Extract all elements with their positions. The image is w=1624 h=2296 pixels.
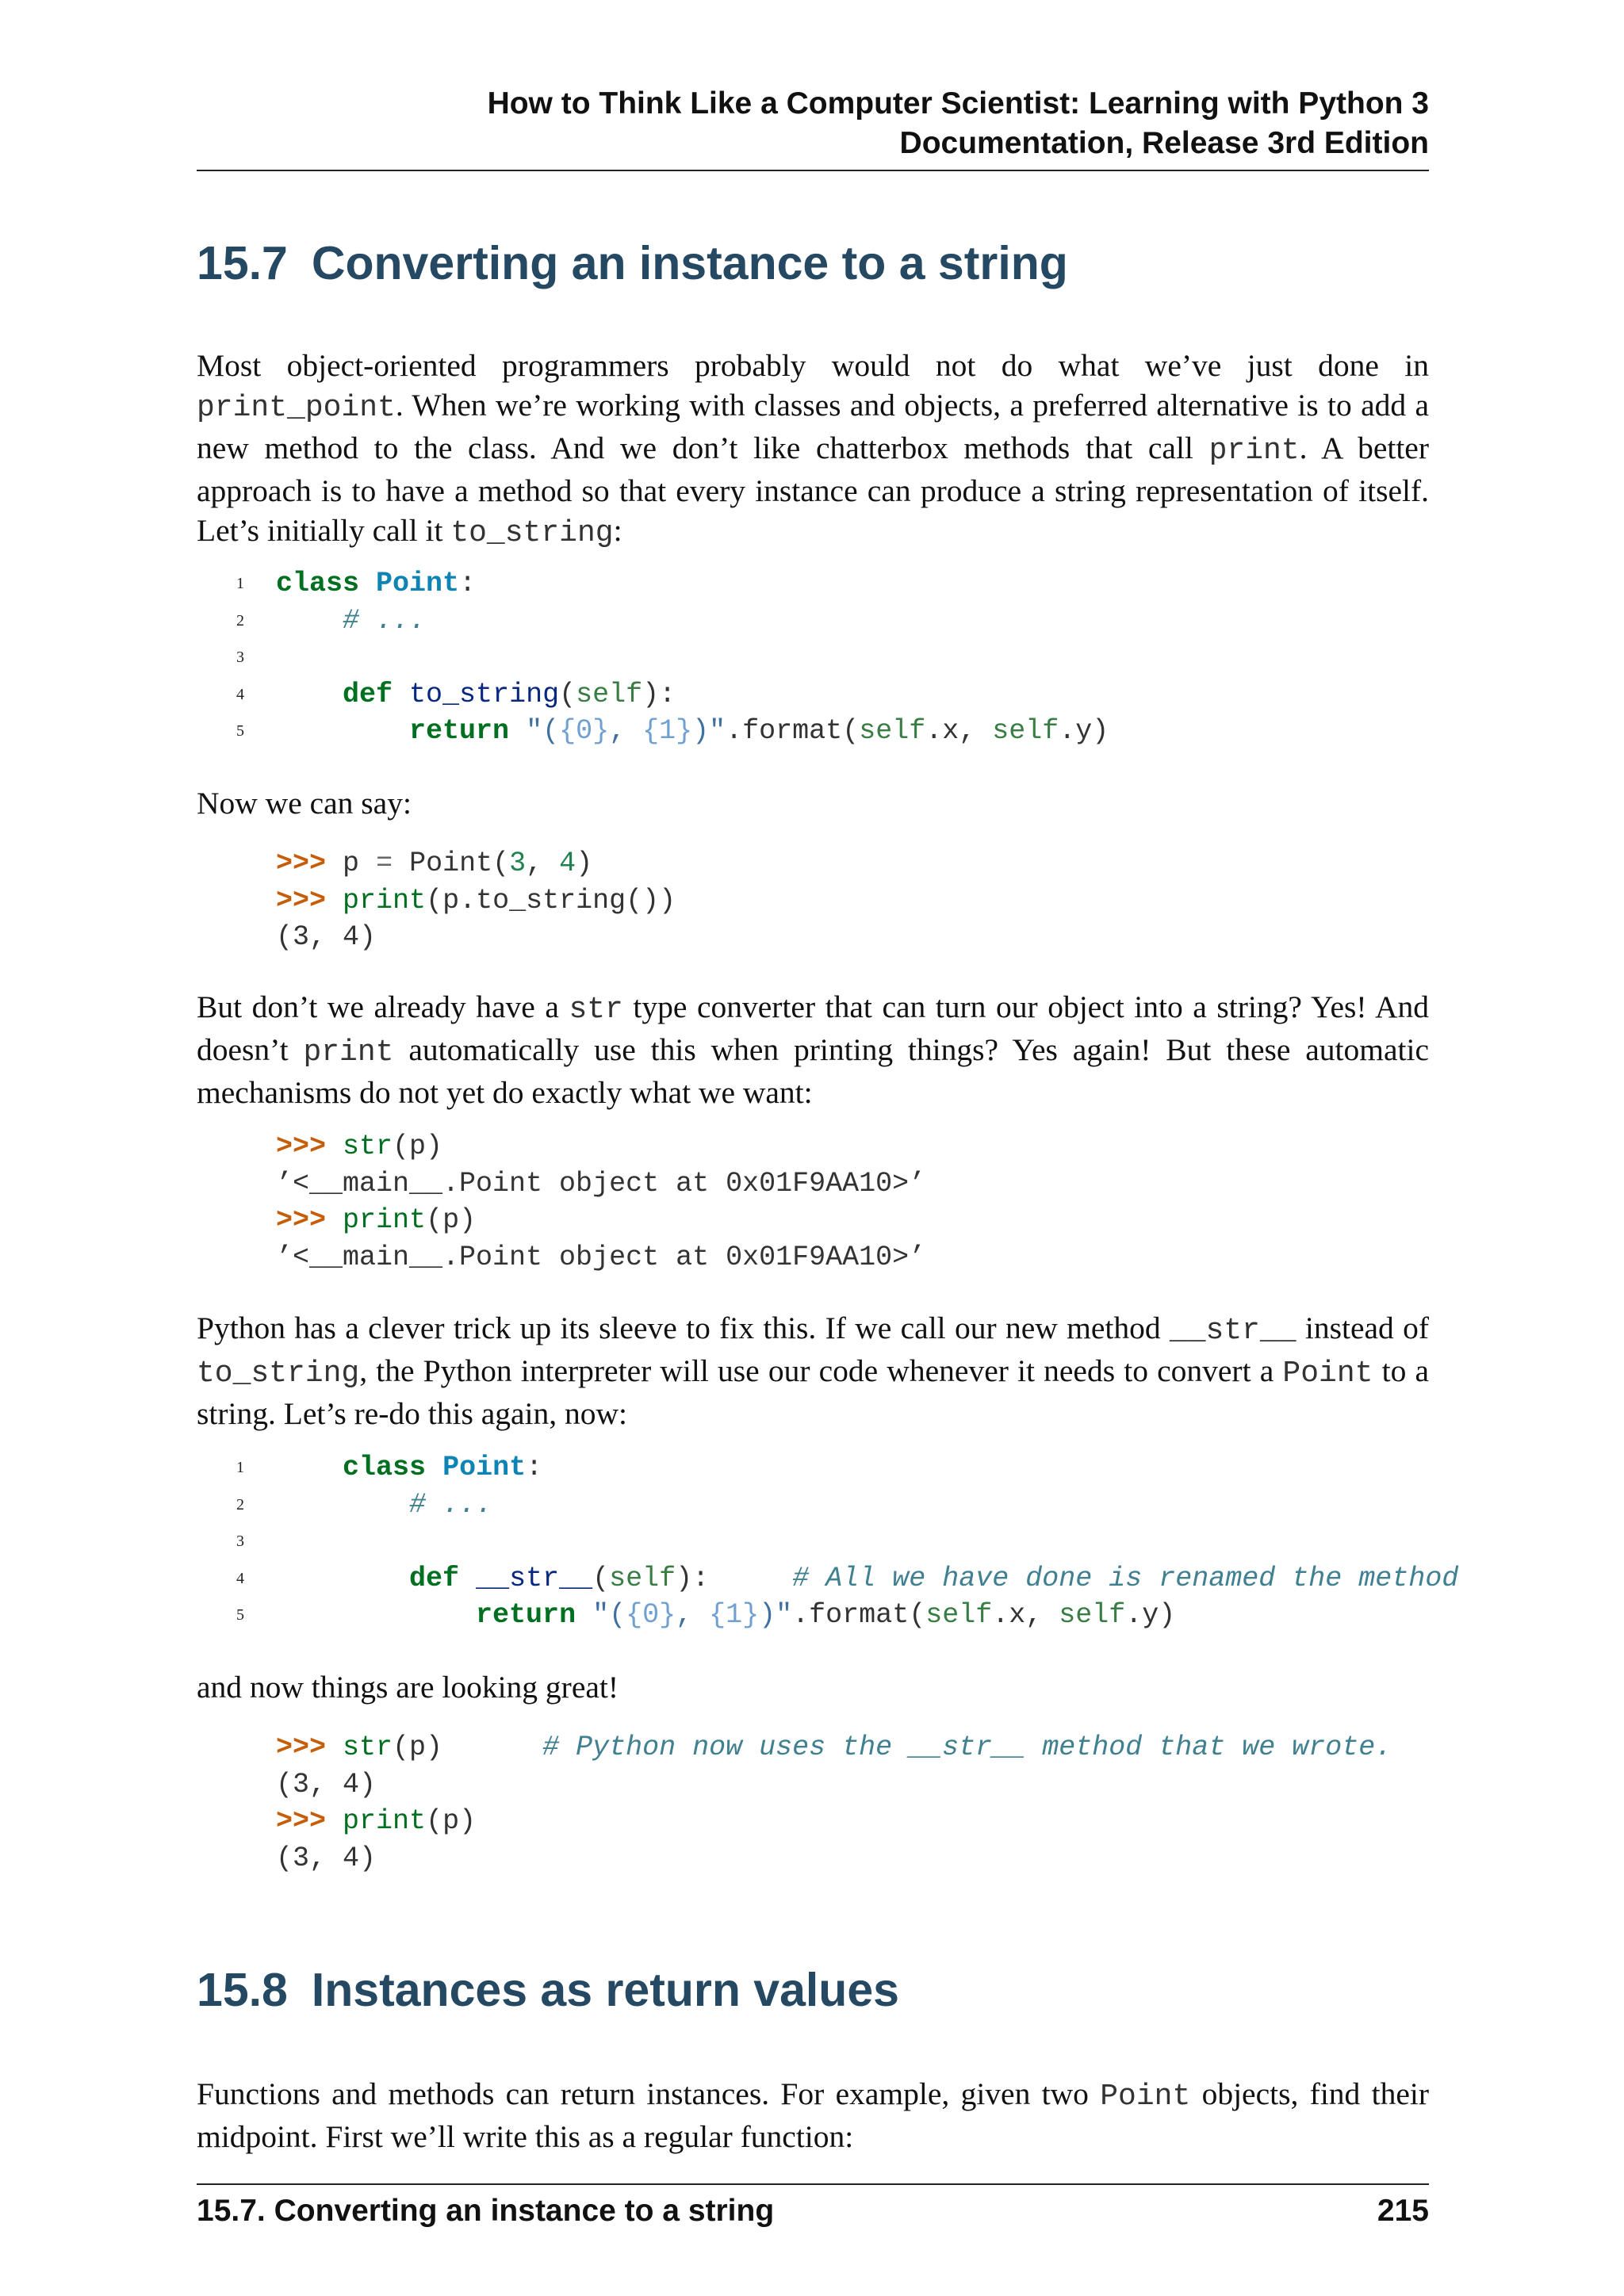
self-param: self <box>576 678 643 710</box>
code-text: def to_string(self): <box>343 678 676 710</box>
comment: # ... <box>409 1488 493 1521</box>
text-run: instead of <box>1296 1311 1429 1345</box>
code-text <box>276 1487 492 1524</box>
text-run: Python has a clever trick up its sleeve to fix this. If we call our new method <box>197 1311 1170 1345</box>
page-number: 215 <box>1377 2194 1429 2228</box>
code-text <box>276 603 426 640</box>
prompt: >>> <box>276 1131 327 1162</box>
attribute: .x <box>925 715 959 747</box>
string: , <box>676 1599 710 1631</box>
code-text <box>276 882 676 920</box>
paragraph-str-trick <box>197 1308 1429 1433</box>
inline-code: to_string <box>197 1357 360 1391</box>
prompt: >>> <box>276 848 327 879</box>
section-number: 15.8 <box>197 1964 288 2016</box>
running-header <box>197 84 1429 163</box>
code-line <box>197 603 427 640</box>
footer-rule <box>197 2183 1429 2185</box>
interactive-session-2 <box>197 1128 926 1276</box>
method-call: .format <box>792 1599 910 1631</box>
code-text <box>276 1128 442 1165</box>
inline-code: print_point <box>197 391 396 425</box>
code-line <box>197 639 297 676</box>
text-run: automatically use this when printing things? Yes again! But these automatic mechanisms do not yet do exactly what we want: <box>197 1032 1429 1110</box>
builtin: print <box>343 1805 427 1837</box>
code-line <box>197 1803 477 1840</box>
number-literal: 4 <box>559 848 576 879</box>
line-number: 4 <box>236 1569 244 1587</box>
code-line <box>197 919 377 956</box>
self-param: self <box>1059 1599 1126 1631</box>
string: )" <box>759 1599 793 1631</box>
function-name: to_string <box>409 678 560 710</box>
attribute: .y <box>1125 1599 1159 1631</box>
section-title: Instances as return values <box>311 1964 899 2016</box>
class-name: Point <box>376 568 460 599</box>
header-rule <box>197 170 1429 171</box>
builtin: str <box>343 1131 393 1162</box>
line-number: 5 <box>236 722 244 740</box>
text-run: : <box>613 513 622 548</box>
variable: p <box>343 848 360 879</box>
inline-code: str <box>569 993 623 1027</box>
string: "( <box>592 1599 626 1631</box>
builtin: print <box>343 884 427 916</box>
output: ’<__main__.Point object at 0x01F9AA10>’ <box>276 1241 926 1273</box>
output: (3, 4) <box>276 1842 377 1874</box>
text-run: type converter that can turn our object into a string? Yes! And doesn’t <box>197 989 1429 1067</box>
self-param: self <box>992 715 1059 747</box>
builtin: str <box>343 1732 393 1763</box>
code-text: >>> p = Point(3, 4) <box>276 848 593 879</box>
code-line <box>197 1487 493 1524</box>
code-text <box>276 1202 476 1239</box>
operator: = <box>376 848 393 879</box>
section-title: Converting an instance to a string <box>311 237 1068 289</box>
code-line <box>197 676 676 714</box>
code-line <box>197 1202 477 1239</box>
text-run: . A better approach is to have a method so that every instance can produce a string representation of itself. Let’s initially call it <box>197 430 1429 548</box>
paragraph-intro <box>197 346 1429 553</box>
paragraph-return-instances <box>197 2074 1429 2156</box>
code-line <box>197 1128 443 1165</box>
page-footer <box>197 2191 1429 2231</box>
text-run: Most object-oriented programmers probably would not do what we’ve just done in <box>197 348 1429 383</box>
footer-section-label: 15.7. Converting an instance to a string <box>197 2194 775 2228</box>
code-line <box>197 845 593 882</box>
code-block-dunder-str <box>197 1449 1459 1634</box>
code-text: return "({0}, {1})".format(self.x, self.y) <box>409 715 1109 747</box>
section-heading-15-8 <box>197 1962 1429 2018</box>
self-param: self <box>859 715 926 747</box>
prompt: >>> <box>276 1204 327 1236</box>
running-header-line1: How to Think Like a Computer Scientist: Learning with Python 3 <box>487 86 1429 121</box>
string-interp: {0} <box>559 715 610 747</box>
punctuation: : <box>692 1562 710 1594</box>
comment: # Python now uses the __str__ method that we wrote. <box>542 1732 1392 1763</box>
prompt: >>> <box>276 884 327 916</box>
string: "( <box>526 715 560 747</box>
keyword: class <box>276 568 360 599</box>
code-line <box>197 1840 377 1877</box>
call: Point <box>409 848 493 879</box>
text-run: . When we’re working with classes and objects, a preferred alternative is to add a new method to the class. And we don’t like chatterbox methods that call <box>197 388 1429 465</box>
arguments: (p.to_string()) <box>426 884 676 916</box>
arguments: (p) <box>426 1805 477 1837</box>
string: )" <box>692 715 726 747</box>
inline-code: print <box>1208 434 1300 468</box>
keyword: class <box>343 1452 427 1483</box>
comment: # ... <box>343 604 427 637</box>
line-number: 3 <box>236 649 244 666</box>
code-line <box>197 1239 926 1276</box>
line-number: 2 <box>236 611 244 629</box>
string: , <box>609 715 643 747</box>
output: ’<__main__.Point object at 0x01F9AA10>’ <box>276 1167 926 1200</box>
text-run: But don’t we already have a <box>197 989 569 1024</box>
code-text <box>276 1803 476 1840</box>
code-line <box>197 882 676 920</box>
line-number: 3 <box>236 1533 244 1550</box>
text-run: Functions and methods can return instances. For example, given two <box>197 2076 1101 2111</box>
function-name: __str__ <box>476 1562 593 1594</box>
keyword: def <box>409 1562 460 1594</box>
keyword: return <box>409 715 510 747</box>
attribute: .x <box>992 1599 1026 1631</box>
code-line <box>197 565 477 603</box>
line-number: 2 <box>236 1495 244 1513</box>
self-param: self <box>925 1599 993 1631</box>
text-run: objects, find their midpoint. First we’ll write this as a regular function: <box>197 2076 1429 2154</box>
prompt: >>> <box>276 1732 327 1763</box>
running-header-line2: Documentation, Release 3rd Edition <box>899 126 1429 160</box>
code-line <box>197 1597 1176 1634</box>
code-line <box>197 1449 543 1487</box>
interactive-session-1 <box>197 845 676 956</box>
comment: # All we have done is renamed the method <box>792 1562 1459 1594</box>
attribute: .y <box>1059 715 1093 747</box>
string-interp: {1} <box>709 1599 760 1631</box>
string-interp: {0} <box>626 1599 676 1631</box>
keyword: def <box>343 678 393 710</box>
paragraph-str-converter <box>197 987 1429 1112</box>
interactive-session-3 <box>197 1729 1392 1877</box>
code-text: def __str__(self): # All we have done is renamed the method <box>409 1562 1459 1594</box>
code-line <box>197 1165 926 1203</box>
output: (3, 4) <box>276 1768 377 1800</box>
line-number: 1 <box>236 1459 244 1476</box>
text-run: to a string. Let’s re-do this again, now: <box>197 1353 1430 1431</box>
code-text <box>276 1449 542 1487</box>
paragraph-looking-great: and now things are looking great! <box>197 1670 619 1705</box>
code-block-to-string <box>197 565 1109 750</box>
prompt: >>> <box>276 1805 327 1837</box>
section-heading-15-7 <box>197 235 1429 291</box>
arguments: (p) <box>426 1204 477 1236</box>
code-line <box>197 1560 1459 1598</box>
code-text <box>276 1729 1392 1766</box>
builtin: print <box>343 1204 427 1236</box>
arguments: (p) <box>393 1131 443 1162</box>
arguments: (p) <box>393 1732 443 1763</box>
line-number: 4 <box>236 685 244 703</box>
output: (3, 4) <box>276 921 377 953</box>
punctuation: : <box>659 678 676 710</box>
number-literal: 3 <box>509 848 527 879</box>
code-line <box>197 713 1109 750</box>
inline-code: __str__ <box>1169 1314 1297 1348</box>
line-number: 1 <box>236 575 244 592</box>
inline-code: Point <box>1282 1357 1373 1391</box>
text-run: , the Python interpreter will use our code whenever it needs to convert a <box>359 1353 1283 1388</box>
section-number: 15.7 <box>197 237 288 289</box>
code-text: return "({0}, {1})".format(self.x, self.y) <box>476 1599 1176 1631</box>
inline-code: Point <box>1100 2080 1191 2114</box>
keyword: return <box>476 1599 576 1631</box>
code-text <box>276 565 476 603</box>
string-interp: {1} <box>642 715 693 747</box>
inline-code: print <box>303 1035 394 1070</box>
paragraph-now-we-can-say: Now we can say: <box>197 786 412 821</box>
code-line <box>197 1523 297 1560</box>
inline-code: to_string <box>450 516 614 550</box>
code-line <box>197 1766 377 1804</box>
self-param: self <box>609 1562 676 1594</box>
line-number: 5 <box>236 1606 244 1624</box>
punctuation: : <box>526 1452 543 1483</box>
punctuation: : <box>459 568 477 599</box>
method-call: .format <box>726 715 843 747</box>
code-line <box>197 1729 1392 1766</box>
class-name: Point <box>442 1452 527 1483</box>
